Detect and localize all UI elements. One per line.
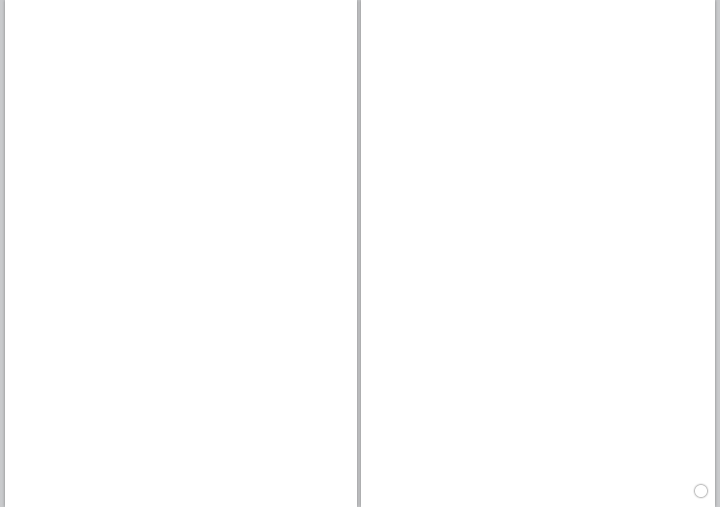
watermark [694, 485, 708, 499]
right-page-content [361, 0, 715, 44]
left-page [5, 0, 357, 507]
left-page-content [5, 0, 357, 44]
right-page [361, 0, 715, 507]
watermark-logo-icon [695, 485, 707, 497]
